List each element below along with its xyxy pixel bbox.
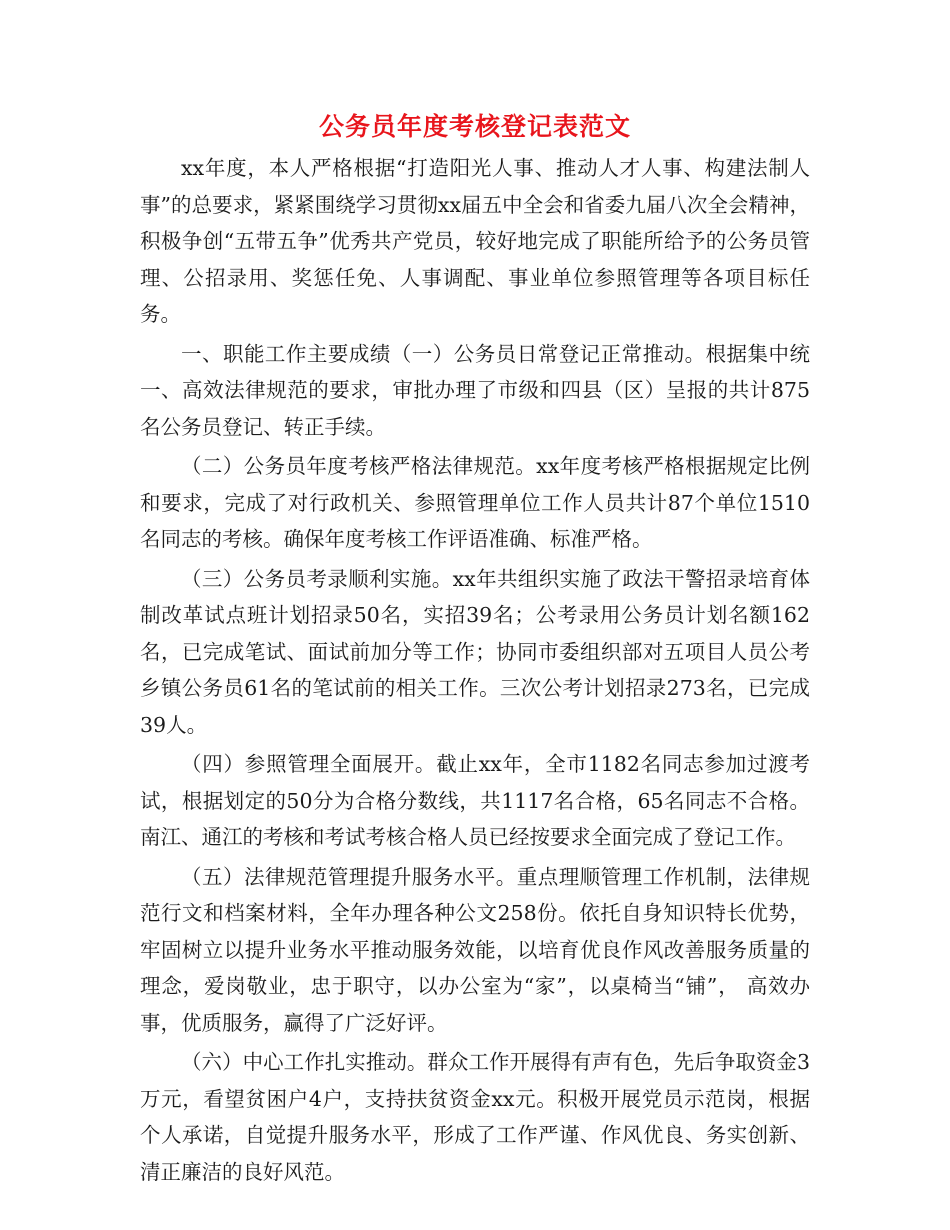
paragraph-section-3: （三）公务员考录顺利实施。xx年共组织实施了政法干警招录培育体制改革试点班计划招录50名，实招39名；公考录用公务员计划名额162名，已完成笔试、面试前加分等工作；协同市委组织部对五项目人员公考乡镇公务员61名的笔试前的相关工作。三次公考计划招录273名，已完成39人。 — [140, 566, 810, 737]
paragraph-section-4: （四）参照管理全面展开。截止xx年，全市1182名同志参加过渡考试，根据划定的50分为合格分数线，共1117名合格，65名同志不合格。南江、通江的考核和考试考核合格人员已经按要求全面完成了登记工作。 — [140, 752, 810, 849]
paragraph-section-2: （二）公务员年度考核严格法律规范。xx年度考核严格根据规定比例和要求，完成了对行政机关、参照管理单位工作人员共计87个单位1510名同志的考核。确保年度考核工作评语准确、标准严格。 — [140, 454, 810, 551]
paragraph-section-5: （五）法律规范管理提升服务水平。重点理顺管理工作机制，法律规范行文和档案材料，全年办理各种公文258份。依托自身知识特长优势，牢固树立以提升业务水平推动服务效能，以培育优良作风改善服务质量的理念，爱岗敬业，忠于职守，以办公室为“家”，以桌椅当“铺”， 高效办事，优质服务，赢得了广泛好评。 — [140, 864, 810, 1035]
paragraph-section-1: 一、职能工作主要成绩（一）公务员日常登记正常推动。根据集中统一、高效法律规范的要求，审批办理了市级和四县（区）呈报的共计875名公务员登记、转正手续。 — [140, 341, 810, 439]
document-title: 公务员年度考核登记表范文 — [318, 112, 631, 141]
paragraph-section-6: （六）中心工作扎实推动。群众工作开展得有声有色，先后争取资金3万元，看望贫困户4户，支持扶贫资金xx元。积极开展党员示范岗，根据个人承诺，自觉提升服务水平，形成了工作严谨、作风优良、务实创新、清正廉洁的良好风范。 — [140, 1050, 810, 1184]
paragraph-intro: xx年度，本人严格根据“打造阳光人事、推动人才人事、构建法制人事”的总要求，紧紧围绕学习贯彻xx届五中全会和省委九届八次全会精神，积极争创“五带五争”优秀共产党员，较好地完成了职能所给予的公务员管理、公招录用、奖惩任免、人事调配、事业单位参照管理等各项目标任务。 — [140, 156, 810, 326]
document-body — [140, 150, 810, 1193]
